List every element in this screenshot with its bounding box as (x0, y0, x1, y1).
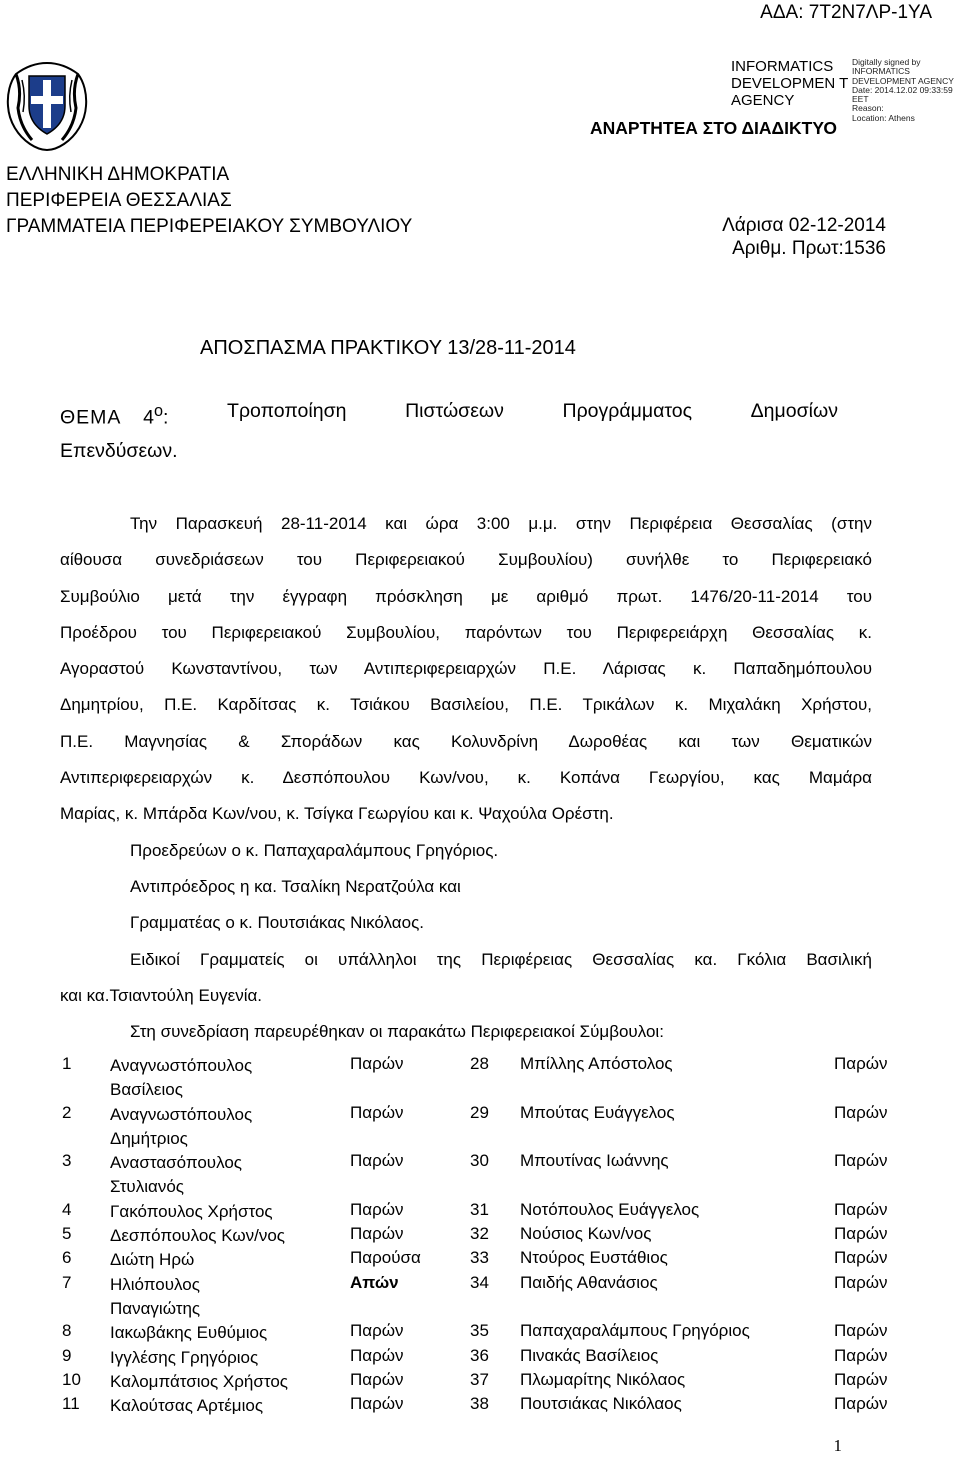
signature-line: EET (852, 94, 869, 105)
signature-line: INFORMATICS (852, 66, 910, 77)
subject-superscript: ο (153, 402, 164, 420)
ada-code: ΑΔΑ: 7Τ2Ν7ΛΡ-1ΥΑ (760, 2, 932, 23)
greek-emblem-icon (4, 60, 90, 152)
paragraph-line: Συμβούλιο μετά την έγγραφη πρόσκληση με αριθμό πρωτ. 1476/20-11-2014 του (60, 586, 872, 606)
subject-label: ΘΕΜΑ $4^o$: (60, 402, 169, 429)
subject-word: Τροποποίηση (227, 400, 347, 422)
subject-word: Πιστώσεων (405, 400, 504, 422)
special-secretaries-line: Ειδικοί Γραμματείς οι υπάλληλοι της Περιφέρειας Θεσσαλίας κα. Γκόλια Βασιλική (130, 949, 872, 969)
paragraph-line: Δημητρίου, Π.Ε. Καρδίτσας κ. Τσιάκου Βασιλείου, Π.Ε. Τρικάλων κ. Μιχαλάκη Χρήστου, (60, 695, 872, 715)
signature-line: Reason: (852, 103, 884, 114)
signature-organization: INFORMATICS DEVELOPMEN T AGENCY (731, 58, 848, 109)
table-row: 8 Ιακωβάκης Ευθύμιος Παρών 35 Παπαχαραλάμπους Γρηγόριος Παρών (62, 1321, 888, 1343)
paragraph-line: Προέδρου του Περιφερειακού Συμβουλίου, παρόντων του Περιφερειάρχη Θεσσαλίας κ. (60, 622, 872, 642)
subject-line2: Επενδύσεων. (60, 439, 178, 462)
paragraph-line: αίθουσα συνεδριάσεων του Περιφερειακού Συμβουλίου) συνήλθε το Περιφερειακό (60, 550, 872, 570)
vice-chairman-line: Αντιπρόεδρος η κα. Τσαλίκη Νερατζούλα και (130, 876, 461, 896)
public-notice: ΑΝΑΡΤΗΤΕΑ ΣΤΟ ΔΙΑΔΙΚΤΥΟ (590, 118, 837, 138)
members-table (62, 1054, 900, 1418)
table-row: 11 Καλούτσας Αρτέμιος Παρών 38 Πουτσιάκας Νικόλαος Παρών (62, 1394, 888, 1416)
protocol-number: Αριθμ. Πρωτ:1536 (732, 238, 886, 259)
table-row: 6 Διώτη Ηρώ Παρούσα 33 Ντούρος Ευστάθιος Παρών (62, 1248, 888, 1270)
paragraph-line: Π.Ε. Μαγνησίας & Σποράδων κας Κολυνδρίνη Δωροθέας και των Θεματικών (60, 731, 872, 751)
table-row: 7 Ηλιόπουλος Παναγιώτης Απών 34 Παιδής Αθανάσιος Παρών (62, 1272, 888, 1318)
page-title: ΑΠΟΣΠΑΣΜΑ ΠΡΑΚΤΙΚΟΥ 13/28-11-2014 (200, 337, 576, 359)
signature-details (852, 58, 954, 123)
subject-word: Προγράμματος (562, 400, 693, 422)
subject-word: Δημοσίων (750, 400, 838, 422)
paragraph-line: Την Παρασκευή 28-11-2014 και ώρα 3:00 μ.μ. στην Περιφέρεια Θεσσαλίας (στην (130, 514, 872, 533)
table-row: 10 Καλομπάτσιος Χρήστος Παρών 37 Πλωμαρίτης Νικόλαος Παρών (62, 1369, 888, 1391)
table-row: 4 Γακόπουλος Χρήστος Παρών 31 Νοτόπουλος Ευάγγελος Παρών (62, 1199, 888, 1221)
absent-status: Απών (350, 1272, 399, 1292)
subject-block (60, 395, 838, 468)
secretary-line: Γραμματέας ο κ. Πουτσιάκας Νικόλαος. (130, 913, 424, 933)
header-republic: ΕΛΛΗΝΙΚΗ ΔΗΜΟΚΡΑΤΙΑ (6, 164, 230, 185)
page-number: 1 (833, 1436, 842, 1455)
paragraph-line: Αντιπεριφερειαρχών κ. Δεσπόπουλου Κων/νου, κ. Κοπάνα Γεωργίου, κας Μαμάρα (60, 768, 872, 788)
subject-number: 4 (143, 406, 154, 429)
chairman-line: Προεδρεύων ο κ. Παπαχαραλάμπους Γρηγόριος. (130, 840, 499, 860)
paragraph-line: Μαρίας, κ. Μπάρδα Κων/νου, κ. Τσίγκα Γεωργίου και κ. Ψαχούλα Ορέστη. (60, 804, 614, 824)
special-secretaries-line: και κα.Τσιαντούλη Ευγενία. (60, 985, 263, 1005)
attendance-intro: Στη συνεδρίαση παρευρέθηκαν οι παρακάτω Περιφερειακοί Σύμβουλοι: (130, 1022, 664, 1042)
table-row: 5 Δεσπόπουλος Κων/νος Παρών 32 Νούσιος Κων/νος Παρών (62, 1224, 888, 1246)
signature-line: DEVELOPMENT AGENCY (852, 75, 954, 86)
table-row: 9 Ιγγλέσης Γρηγόριος Παρών 36 Πινακάς Βασίλειος Παρών (62, 1345, 888, 1367)
document-date: Λάρισα 02-12-2014 (722, 215, 886, 236)
header-region: ΠΕΡΙΦΕΡΕΙΑ ΘΕΣΣΑΛΙΑΣ (6, 190, 232, 211)
paragraph-line: Αγοραστού Κωνσταντίνου, των Αντιπεριφερειαρχών Π.Ε. Λάρισας κ. Παπαδημόπουλου (60, 659, 872, 679)
signature-line: Digitally signed by (852, 57, 921, 67)
table-row: 3 Αναστασόπουλος Στυλιανός Παρών 30 Μπουτίνας Ιωάννης Παρών (62, 1151, 888, 1197)
table-row: 1 Αναγνωστόπουλος Βασίλειος Παρών 28 Μπίλλης Απόστολος Παρών (62, 1054, 888, 1100)
header-secretariat: ΓΡΑΜΜΑΤΕΙΑ ΠΕΡΙΦΕΡΕΙΑΚΟΥ ΣΥΜΒΟΥΛΙΟΥ (6, 216, 413, 237)
minutes-paragraph (60, 506, 872, 1050)
table-row: 2 Αναγνωστόπουλος Δημήτριος Παρών 29 Μπούτας Ευάγγελος Παρών (62, 1102, 888, 1148)
signature-line: Location: Athens (852, 112, 915, 123)
signature-line: Date: 2014.12.02 09:33:59 (852, 84, 953, 95)
